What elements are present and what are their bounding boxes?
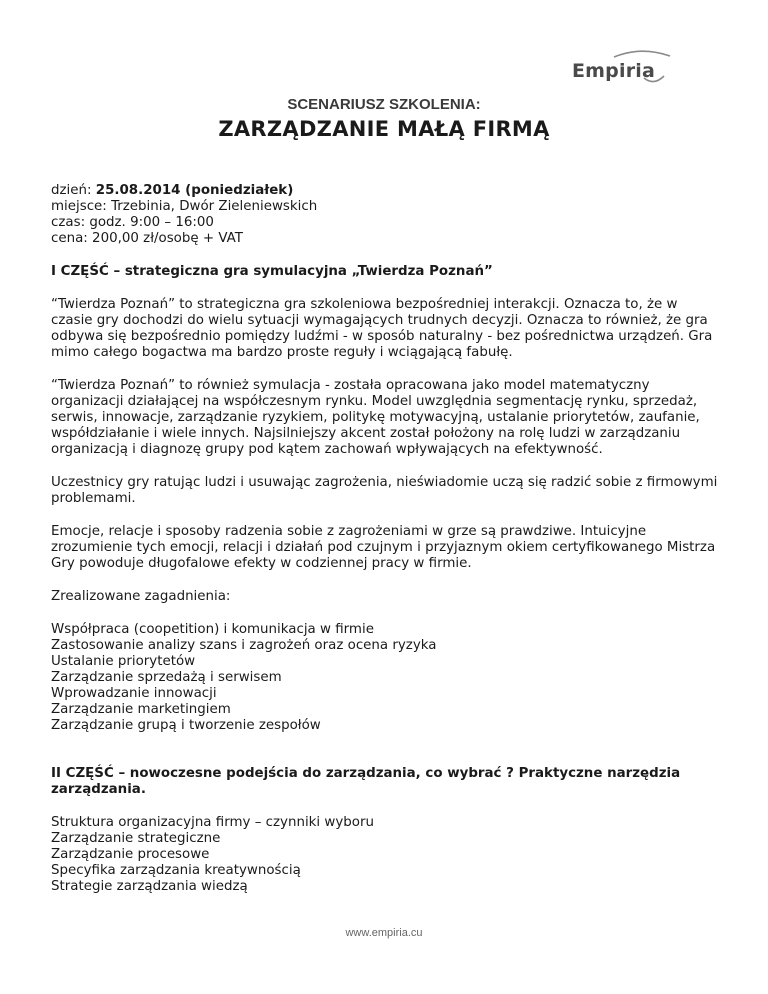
list-item: Ustalanie priorytetów <box>51 654 196 669</box>
list-item: Zastosowanie analizy szans i zagrożeń oraz ocena ryzyka <box>51 638 437 653</box>
list-item: Strategie zarządzania wiedzą <box>51 879 248 894</box>
part1-paragraph-3: Uczestnicy gry ratując ludzi i usuwając zagrożenia, nieświadomie uczą się radzić sobie z firmowymi problemami. <box>51 475 718 506</box>
part1-paragraph-1: “Twierdza Poznań” to strategiczna gra szkoleniowa bezpośredniej interakcji. Oznacza to, że w czasie gry dochodzi do wielu sytuacji wymagających trudnych decyzji. Oznacza to również, że gra odbywa się bezpośrednio pomiędzy ludźmi - w sposób naturalny - bez pośrednictwa urządzeń. Gra mimo całego bogactwa ma bardzo proste reguły i wciągającą fabułę. <box>51 297 713 360</box>
info-place: miejsce: Trzebinia, Dwór Zieleniewskich <box>51 199 318 214</box>
list-item: Współpraca (coopetition) i komunikacja w firmie <box>51 622 374 637</box>
info-block <box>51 183 721 247</box>
list-item: Struktura organizacyjna firmy – czynniki wyboru <box>51 815 374 830</box>
info-date <box>51 183 721 199</box>
topics-label: Zrealizowane zagadnienia: <box>51 589 231 604</box>
part1-heading: I CZĘŚĆ – strategiczna gra symulacyjna „Twierdza Poznań” <box>51 264 493 279</box>
list-item: Wprowadzanie innowacji <box>51 686 217 701</box>
document-kicker: SCENARIUSZ SZKOLENIA: <box>287 96 481 113</box>
document-title: ZARZĄDZANIE MAŁĄ FIRMĄ <box>218 117 550 141</box>
part2-heading: II CZĘŚĆ – nowoczesne podejścia do zarządzania, co wybrać ? Praktyczne narzędzia zarządzania. <box>51 766 681 797</box>
part2-topic-list <box>51 815 721 895</box>
info-price: cena: 200,00 zł/osobę + VAT <box>51 231 243 246</box>
list-item: Zarządzanie grupą i tworzenie zespołów <box>51 718 321 733</box>
part1-paragraph-2: “Twierdza Poznań” to również symulacja - została opracowana jako model matematyczny organizacji działającej na współczesnym rynku. Model uwzględnia segmentację rynku, sprzedaż, serwis, innowacje, zarządzanie ryzykiem, politykę motywacyjną, ustalanie priorytetów, zaufanie, współdziałanie i wiele innych. Najsilniejszy akcent został położony na rolę ludzi w zarządzaniu organizacją i diagnozę grupy pod kątem zachowań wpływających na efektywność. <box>51 378 700 457</box>
list-item: Zarządzanie marketingiem <box>51 702 231 717</box>
part1-topic-list <box>51 622 721 734</box>
empiria-logo <box>570 48 690 88</box>
info-time: czas: godz. 9:00 – 16:00 <box>51 215 214 230</box>
logo-text: Empiria <box>572 60 655 82</box>
part1-paragraph-4: Emocje, relacje i sposoby radzenia sobie z zagrożeniami w grze są prawdziwe. Intuicyjne zrozumienie tych emocji, relacji i działań pod czujnym i przyjaznym okiem certyfikowanego Mistrza Gry powoduje długofalowe efekty w codziennej pracy w firmie. <box>51 524 716 571</box>
list-item: Zarządzanie procesowe <box>51 847 210 862</box>
list-item: Zarządzanie strategiczne <box>51 831 221 846</box>
list-item: Zarządzanie sprzedażą i serwisem <box>51 670 282 685</box>
footer-url: www.empiria.cu <box>345 927 423 939</box>
info-date-label: dzień: <box>51 183 96 198</box>
document-body <box>51 183 721 895</box>
info-date-value: 25.08.2014 (poniedziałek) <box>95 183 294 198</box>
list-item: Specyfika zarządzania kreatywnością <box>51 863 301 878</box>
